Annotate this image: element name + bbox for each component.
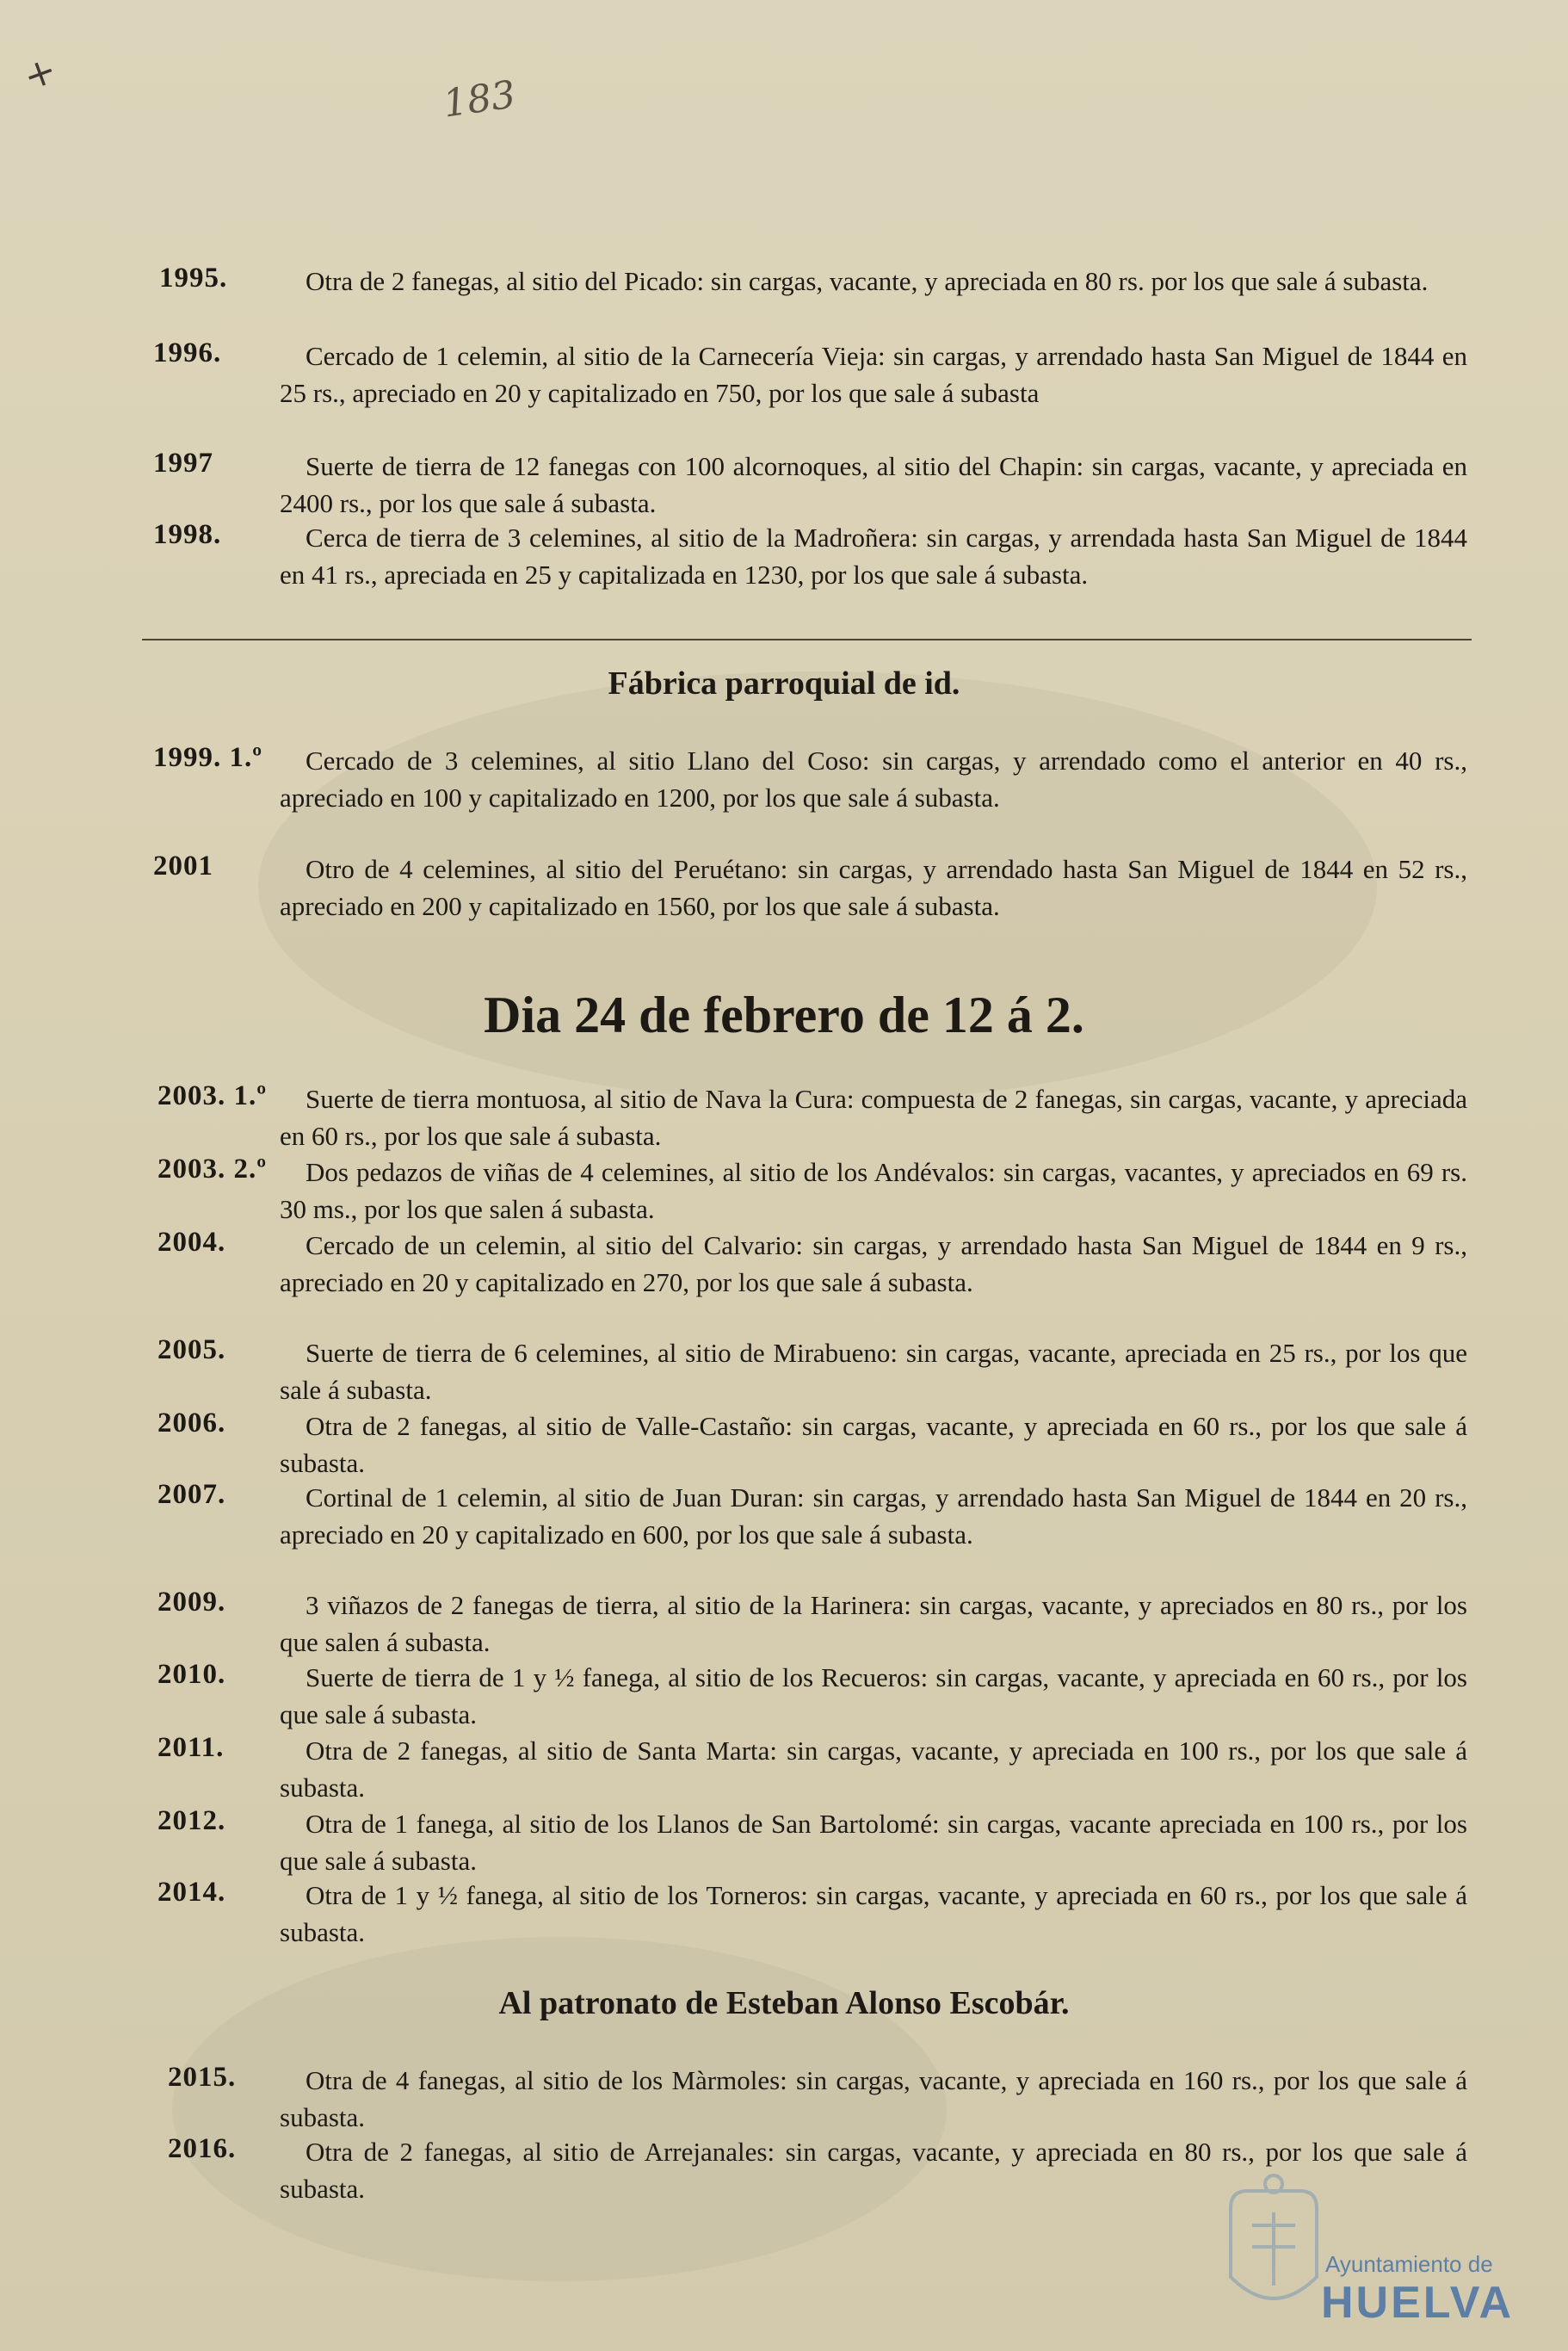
corner-mark: +: [17, 47, 63, 100]
entry-text: Otra de 2 fanegas, al sitio de Arrejanales: sin cargas, vacante, y apreciada en 80 rs., por los que sale á subasta.: [280, 2137, 1467, 2204]
entry-number: 2005.: [157, 1334, 226, 1365]
entry-text: Otra de 2 fanegas, al sitio del Picado: sin cargas, vacante, y apreciada en 80 rs. por los que sale á subasta.: [306, 266, 1429, 296]
day-title: Dia 24 de febrero de 12 á 2.: [484, 987, 1084, 1043]
folio-number: 183: [440, 72, 519, 127]
entry-text: Suerte de tierra de 12 fanegas con 100 alcornoques, al sitio del Chapin: sin cargas, vacante, y apreciada en 2400 rs., por los que sale á subasta.: [280, 451, 1467, 518]
entry-number: 2001: [153, 851, 213, 882]
entry-number: 1999. 1.º: [153, 742, 263, 773]
entry-number: 2010.: [157, 1659, 226, 1690]
entry-text: Otra de 4 fanegas, al sitio de los Màrmoles: sin cargas, vacante, y apreciada en 160 rs., por los que sale á subasta.: [280, 2065, 1467, 2132]
entry-text: Otra de 2 fanegas, al sitio de Valle-Castaño: sin cargas, vacante, y apreciada en 60 rs., por los que sale á subasta.: [280, 1411, 1467, 1478]
entry-number: 1998.: [153, 519, 222, 550]
entry-number: 2011.: [157, 1732, 225, 1763]
entry-number: 2012.: [157, 1805, 226, 1836]
entry-text: Cercado de 1 celemin, al sitio de la Carnecería Vieja: sin cargas, y arrendado hasta San Miguel de 1844 en 25 rs., apreciado en 20 y capitalizado en 750, por los que sale á subasta: [280, 341, 1467, 408]
entry-number: 2003. 2.º: [157, 1154, 268, 1185]
entry-text: Dos pedazos de viñas de 4 celemines, al sitio de los Andévalos: sin cargas, vacantes, y apreciados en 69 rs. 30 ms., por los que salen á subasta.: [280, 1157, 1467, 1224]
entry-text: Cortinal de 1 celemin, al sitio de Juan Duran: sin cargas, y arrendado hasta San Miguel de 1844 en 20 rs., apreciado en 20 y capitalizado en 600, por los que sale á subasta.: [280, 1482, 1467, 1550]
entry-text: Otra de 1 y ½ fanega, al sitio de los Torneros: sin cargas, vacante, y apreciada en 60 rs., por los que sale á subasta.: [280, 1880, 1467, 1947]
entry-number: 2006.: [157, 1408, 226, 1438]
entry-number: 1995.: [159, 263, 228, 294]
entry-number: 2009.: [157, 1587, 226, 1618]
entry-number: 1997: [153, 448, 213, 479]
entry-number: 2016.: [168, 2133, 237, 2164]
entry-text: Otra de 2 fanegas, al sitio de Santa Marta: sin cargas, vacante, y apreciada en 100 rs., por los que sale á subasta.: [280, 1735, 1467, 1803]
entry-text: Otra de 1 fanega, al sitio de los Llanos de San Bartolomé: sin cargas, vacante apreciada en 100 rs., por los que sale á subasta.: [280, 1809, 1467, 1876]
entry-text: Suerte de tierra de 1 y ½ fanega, al sitio de los Recueros: sin cargas, vacante, y apreciada en 60 rs., por los que sale á subasta.: [280, 1662, 1467, 1729]
entry-text: Otro de 4 celemines, al sitio del Peruétano: sin cargas, y arrendado hasta San Miguel de 1844 en 52 rs., apreciado en 200 y capitalizado en 1560, por los que sale á subasta.: [280, 854, 1467, 921]
watermark-line2: HUELVA: [1321, 2278, 1515, 2328]
entry-number: 2015.: [168, 2062, 237, 2093]
section-divider: [142, 639, 1472, 640]
entry-text: Suerte de tierra montuosa, al sitio de Nava la Cura: compuesta de 2 fanegas, sin cargas, vacante, y apreciada en 60 rs., por los que sale á subasta.: [280, 1084, 1467, 1151]
entry-number: 2014.: [157, 1877, 226, 1908]
entry-text: Cerca de tierra de 3 celemines, al sitio de la Madroñera: sin cargas, y arrendada hasta San Miguel de 1844 en 41 rs., apreciada en 25 y capitalizada en 1230, por los que sale á subasta.: [280, 523, 1467, 590]
entry-number: 2007.: [157, 1479, 226, 1510]
watermark-line1: Ayuntamiento de: [1325, 2251, 1493, 2277]
section-title-patronato: Al patronato de Esteban Alonso Escobár.: [498, 1985, 1070, 2021]
entry-text: Cercado de un celemin, al sitio del Calvario: sin cargas, y arrendado hasta San Miguel de 1844 en 9 rs., apreciado en 20 y capitalizado en 270, por los que sale á subasta.: [280, 1230, 1467, 1297]
entry-text: 3 viñazos de 2 fanegas de tierra, al sitio de la Harinera: sin cargas, vacante, y apreciados en 80 rs., por los que salen á subasta.: [280, 1590, 1467, 1657]
section-title-fabrica: Fábrica parroquial de id.: [608, 665, 960, 702]
entry-number: 2004.: [157, 1227, 226, 1258]
entry-text: Suerte de tierra de 6 celemines, al sitio de Mirabueno: sin cargas, vacante, apreciada en 25 rs., por los que sale á subasta.: [280, 1338, 1467, 1405]
entry-text: Cercado de 3 celemines, al sitio Llano del Coso: sin cargas, y arrendado como el anterior en 40 rs., apreciado en 100 y capitalizado en 1200, por los que sale á subasta.: [280, 746, 1467, 813]
entry-number: 2003. 1.º: [157, 1080, 268, 1111]
entry-number: 1996.: [153, 337, 222, 368]
